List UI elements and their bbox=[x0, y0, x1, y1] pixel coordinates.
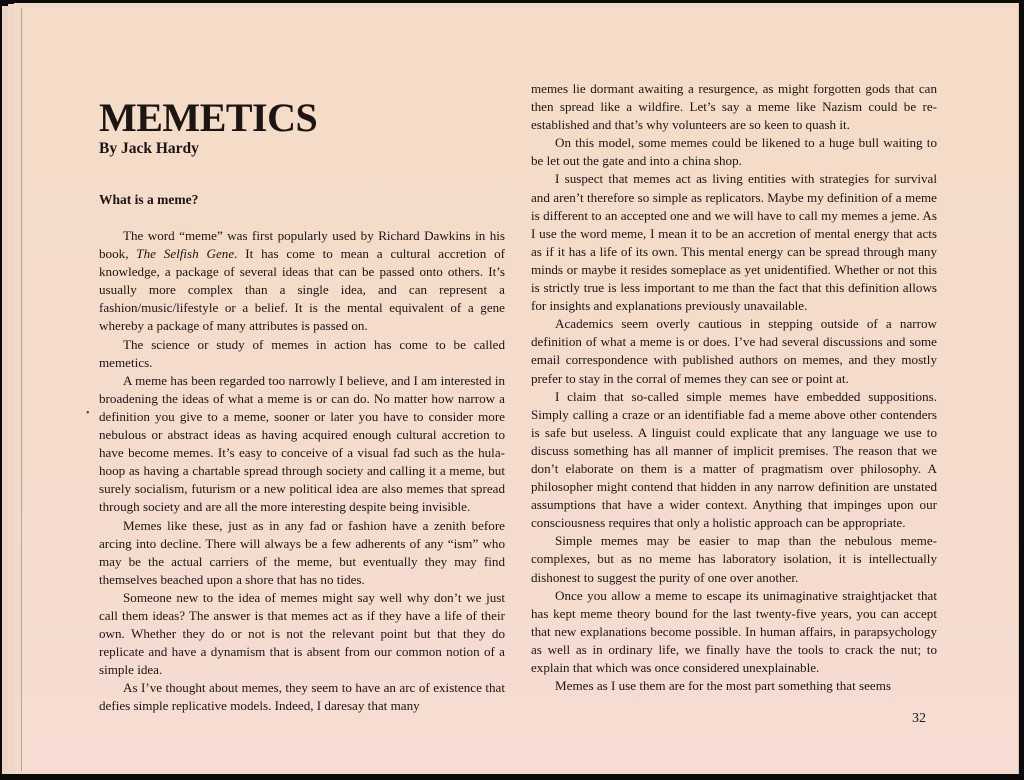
paragraph bbox=[99, 227, 505, 336]
paragraph: The science or study of memes in action has come to be called memetics. bbox=[99, 336, 505, 370]
right-column bbox=[531, 80, 937, 695]
book-title: The Selfish Gene bbox=[136, 246, 235, 262]
page-number: 32 bbox=[912, 711, 926, 726]
magazine-page bbox=[22, 8, 1018, 771]
article-byline: By Jack Hardy bbox=[99, 140, 199, 157]
article-title: MEMETICS bbox=[99, 95, 318, 140]
paragraph: I claim that so-called simple memes have embedded suppositions. Simply calling a craze or an identifiable fad a meme above other contenders is safe but useless. A linguist could explicate that any language we use to discuss something has all manner of implicit premises. The reason that we don’t elaborate on them is a matter of pragmatism over philosophy. A philosopher might contend that hidden in any narrow definition are unstated assumptions that have a wider context. Anything that impinges upon our consciousness requires that only a holistic approach can be appropriate. bbox=[531, 388, 937, 531]
paragraph: I suspect that memes act as living entities with strategies for survival and aren’t therefore so simple as replicators. Maybe my definition of a meme is different to an accepted one and we will have to call my memes a jeme. As I use the word meme, I mean it to be an accretion of mental energy that acts as if it has a life of its own. This mental energy can be spread through many minds or maybe it resides someplace as yet unidentified. Whether or not this is strictly true is less important to me than the fact that this definition allows for insights and explanations previously unavailable. bbox=[531, 171, 937, 314]
paragraph: Once you allow a meme to escape its unimaginative straightjacket that has kept meme theory bound for the last twenty-five years, you can accept that new explanations become possible. In human affairs, in parapsychology as well as in ordinary life, we finally have the tools to crack the nut; to explain that which was once considered unexplainable. bbox=[531, 587, 937, 675]
paragraph: On this model, some memes could be likened to a huge bull waiting to be let out the gate and into a china shop. bbox=[531, 135, 937, 169]
paragraph: Someone new to the idea of memes might say well why don’t we just call them ideas? The answer is that memes act as if they have a life of their own. Whether they do or not is not the relevant point but that they do replicate and have a dynamism that is absent from our common notion of a simple idea. bbox=[99, 589, 505, 678]
left-column bbox=[99, 95, 505, 716]
paragraph: As I’ve thought about memes, they seem to have an arc of existence that defies simple replicative models. Indeed, I daresay that many bbox=[99, 680, 505, 714]
paragraph-text: . It has come to mean a cultural accretion of knowledge, a package of several ideas that can be passed onto others. It’s usually more complex than a single idea, and can represent a fashion/music/lifestyle or a belief. It is the mental equivalent of a gene whereby a package of many attributes is passed on. bbox=[99, 246, 505, 334]
stray-mark: • bbox=[86, 408, 90, 419]
paragraph: Memes as I use them are for the most part something that seems bbox=[555, 678, 891, 694]
paragraph: Simple memes may be easier to map than the nebulous meme-complexes, but as no meme has laboratory isolation, it is intellectually dishonest to suggest the purity of one over another. bbox=[531, 533, 937, 585]
paragraph: A meme has been regarded too narrowly I believe, and I am interested in broadening the ideas of what a meme is or can do. No matter how narrow a definition you give to a meme, sooner or later you have to consider more nebulous or abstract ideas as having acquired enough cultural accretion to have become memes. It’s easy to conceive of a visual fad such as the hula-hoop as having a chartable spread through society and calling it a meme, but surely socialism, futurism or a new political idea are also memes that spread through society and are all the more interesting despite being invisible. bbox=[99, 372, 505, 515]
section-heading: What is a meme? bbox=[99, 192, 199, 207]
paragraph: Memes like these, just as in any fad or fashion have a zenith before arcing into decline. There will always be a few adherents of any “ism” who may be the actual carriers of the meme, but eventually they may find themselves beached upon a shore that has no tides. bbox=[99, 517, 505, 587]
paragraph: memes lie dormant awaiting a resurgence, as might forgotten gods that can then spread like a wildfire. Let’s say a meme like Nazism could be re-established and that’s why volunteers are so keen to quash it. bbox=[531, 81, 937, 133]
paragraph: Academics seem overly cautious in stepping outside of a narrow definition of what a meme is or does. I’ve had several discussions and some email correspondence with published authors on memes, and they mostly prefer to stay in the corral of memes they can see or point at. bbox=[531, 316, 937, 386]
paragraph-text: The word “meme” was first popularly used by Richard Dawkins in his book, bbox=[99, 228, 505, 262]
